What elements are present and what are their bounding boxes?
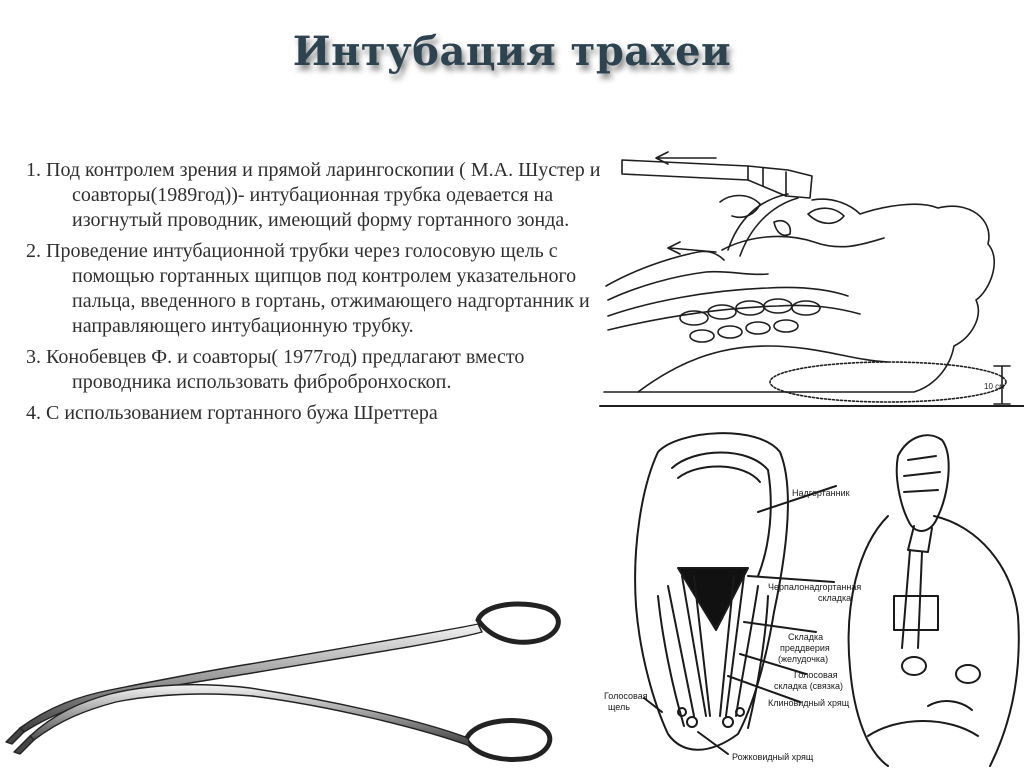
text-list <box>26 158 606 432</box>
label-aryepiglottic-2: складка <box>818 593 852 603</box>
label-corniculate: Рожковидный хрящ <box>732 752 814 762</box>
list-item-4: 4. С использованием гортанного бужа Шреттера <box>26 402 438 424</box>
label-epiglottis: Надгортанник <box>792 488 850 498</box>
forceps-lower-ring <box>466 721 550 760</box>
laryngoscope-handle <box>622 160 812 198</box>
face-profile <box>604 199 994 392</box>
label-vestibular-1: Складка <box>788 632 824 642</box>
label-vocal-1: Голосовая <box>794 670 838 680</box>
hand-figure <box>897 435 949 531</box>
slide-title: Интубация трахеи <box>292 28 732 75</box>
laryngeal-forceps-figure <box>0 590 580 768</box>
label-glottis-1: Голосовая <box>604 691 648 701</box>
list-item-1: 1. Под контролем зрения и прямой ларингоскопии ( М.А. Шустер и соавторы(1989год))- интубационная трубка одевается на изогнутый проводник, имеющий форму гортанного зонда. <box>26 159 601 231</box>
list-item-2: 2. Проведение интубационной трубки через голосовую щель с помощью гортанных щипцов под контролем указательного пальца, введенного в гортань, отжимающего надгортанник и направляющего интубационную трубку. <box>26 240 590 337</box>
label-cuneiform: Клиновидный хрящ <box>768 698 850 708</box>
intubation-side-view-figure <box>598 140 1024 412</box>
measure-label: 10 см <box>984 382 1005 391</box>
headrest-pillow <box>770 362 1006 402</box>
label-vocal-2: складка (связка) <box>774 681 844 691</box>
label-vestibular-2: преддверия <box>780 643 830 653</box>
label-glottis-2: щель <box>608 702 630 712</box>
label-aryepiglottic-1: Черпалонадгортанная <box>768 582 862 592</box>
list-item-3: 3. Конобевцев Ф. и соавторы( 1977год) предлагают вместо проводника использовать фибробронхоскоп. <box>26 346 525 393</box>
forceps-upper-ring <box>478 604 558 642</box>
forceps-upper-shaft <box>20 624 482 732</box>
laryngoscopy-view-figure <box>598 416 1024 768</box>
label-vestibular-3: (желудочка) <box>778 654 829 664</box>
arrow-icon <box>656 152 716 164</box>
